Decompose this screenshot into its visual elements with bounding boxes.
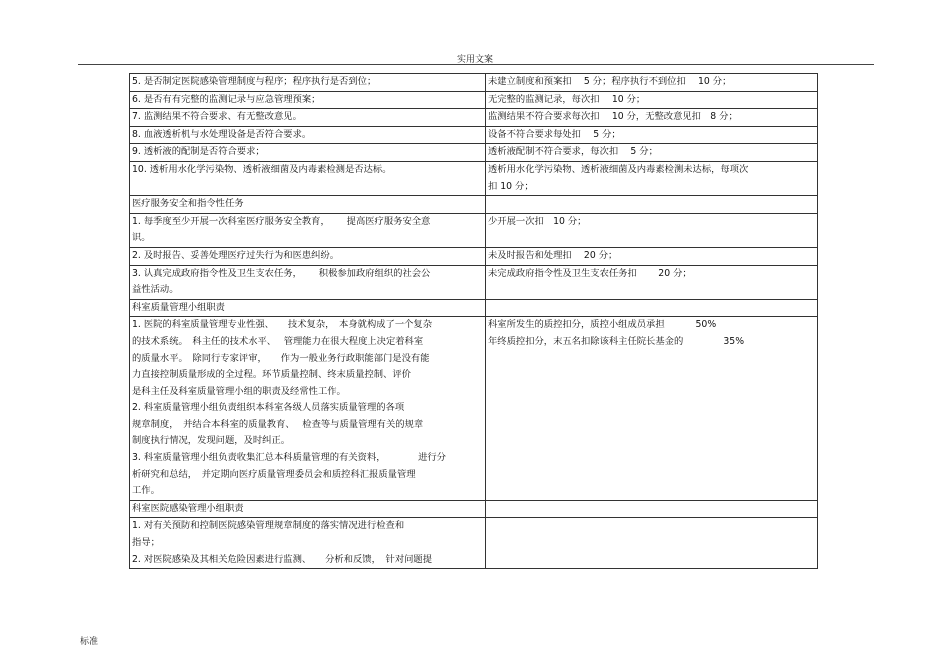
criteria-line: 2. 对医院感染及其相关危险因素进行监测、 分析和反馈， 针对问题提: [132, 553, 433, 565]
deduction-cell: 未完成政府指令性及卫生支农任务扣 20 分；: [486, 265, 818, 299]
criteria-line: 3. 认真完成政府指令性及卫生支农任务， 积极参加政府组织的社会公: [132, 267, 431, 279]
table-row: [130, 518, 818, 569]
empty-cell: [486, 299, 818, 317]
criteria-cell: 8. 血液透析机与水处理设备是否符合要求。: [130, 126, 486, 144]
deduction-cell: [486, 161, 818, 195]
criteria-line: 1. 对有关预防和控制医院感染管理规章制度的落实情况进行检查和: [132, 520, 405, 532]
criteria-line: 益性活动。: [132, 284, 179, 296]
criteria-line: 1. 每季度至少开展一次科室医疗服务安全教育， 提高医疗服务安全意: [132, 215, 431, 227]
deduction-cell: [486, 317, 818, 501]
deduction-cell: 未建立制度和预案扣 5 分；程序执行不到位扣 10 分；: [486, 74, 818, 92]
criteria-line: 析研究和总结， 并定期向医疗质量管理委员会和质控科汇报质量管理: [132, 468, 416, 480]
criteria-cell: 10. 透析用水化学污染物、透析液细菌及内毒素检测是否达标。: [130, 161, 486, 195]
page-header: 实用文案: [456, 55, 493, 65]
criteria-line: 制度执行情况，发现问题，及时纠正。: [132, 435, 291, 447]
empty-cell: [486, 500, 818, 518]
deduction-line: 科室所发生的质控扣分，质控小组成员承担 50%: [488, 319, 717, 331]
deduction-cell: 未及时报告和处理扣 20 分；: [486, 247, 818, 265]
table-row: [130, 247, 818, 265]
criteria-line: 是科主任及科室质量管理小组的职责及经常性工作。: [132, 385, 346, 397]
criteria-line: 1. 医院的科室质量管理专业性强、 技术复杂， 本身就构成了一个复杂: [132, 319, 433, 331]
criteria-cell: 9. 透析液的配制是否符合要求；: [130, 144, 486, 162]
criteria-cell: [130, 317, 486, 501]
deduction-line: 透析用水化学污染物、透析液细菌及内毒素检测未达标，每项次: [488, 163, 749, 175]
criteria-cell: [130, 518, 486, 569]
criteria-line: 规章制度， 并结合本科室的质量教育、 检查等与质量管理有关的规章: [132, 418, 424, 430]
section-title-safety: 医疗服务安全和指令性任务: [130, 196, 486, 214]
criteria-cell: 2. 及时报告、妥善处理医疗过失行为和医患纠纷。: [130, 247, 486, 265]
table-row: [130, 126, 818, 144]
criteria-line: 3. 科室质量管理小组负责收集汇总本科质量管理的有关资料， 进行分: [132, 452, 446, 464]
criteria-line: 指导；: [132, 537, 160, 549]
criteria-line: 力直接控制质量形成的全过程。环节质量控制、终末质量控制、评价: [132, 369, 411, 381]
deduction-cell: 设备不符合要求每处扣 5 分；: [486, 126, 818, 144]
deduction-line: 扣 10 分；: [488, 180, 534, 192]
criteria-cell: 5. 是否制定医院感染管理制度与程序；程序执行是否到位；: [130, 74, 486, 92]
deduction-cell: 透析液配制不符合要求，每次扣 5 分；: [486, 144, 818, 162]
deduction-cell: 监测结果不符合要求每次扣 10 分，无整改意见扣 8 分；: [486, 109, 818, 127]
deduction-cell: 无完整的监测记录，每次扣 10 分；: [486, 91, 818, 109]
criteria-line: 识。: [132, 232, 151, 244]
section-row: [130, 299, 818, 317]
table-row: [130, 265, 818, 299]
criteria-cell: 6. 是否有有完整的监测记录与应急管理预案；: [130, 91, 486, 109]
criteria-line: 2. 科室质量管理小组负责组织本科室各级人员落实质量管理的各项: [132, 402, 405, 414]
criteria-line: 工作。: [132, 485, 160, 497]
section-title-infection: 科室医院感染管理小组职责: [130, 500, 486, 518]
table-row: [130, 317, 818, 501]
table-row: [130, 74, 818, 92]
section-title-quality: 科室质量管理小组职责: [130, 299, 486, 317]
deduction-cell: 少开展一次扣 10 分；: [486, 213, 818, 247]
section-row: [130, 196, 818, 214]
deduction-line: 年终质控扣分，末五名扣除该科主任院长基金的 35%: [488, 335, 745, 347]
criteria-cell: [130, 213, 486, 247]
criteria-line: 的质量水平。 除同行专家评审， 作为一般业务行政职能部门是没有能: [132, 352, 430, 364]
header-divider: [78, 64, 874, 65]
empty-cell: [486, 196, 818, 214]
table-row: [130, 91, 818, 109]
table-row: [130, 144, 818, 162]
table-row: [130, 213, 818, 247]
page-footer: 标准: [80, 637, 99, 647]
table-row: [130, 109, 818, 127]
criteria-line: 的技术系统。 科主任的技术水平、 管理能力在很大程度上决定着科室: [132, 335, 424, 347]
empty-cell: [486, 518, 818, 569]
criteria-cell: [130, 265, 486, 299]
evaluation-table: [129, 73, 818, 569]
criteria-cell: 7. 监测结果不符合要求、有无整改意见。: [130, 109, 486, 127]
table-row: [130, 161, 818, 195]
section-row: [130, 500, 818, 518]
